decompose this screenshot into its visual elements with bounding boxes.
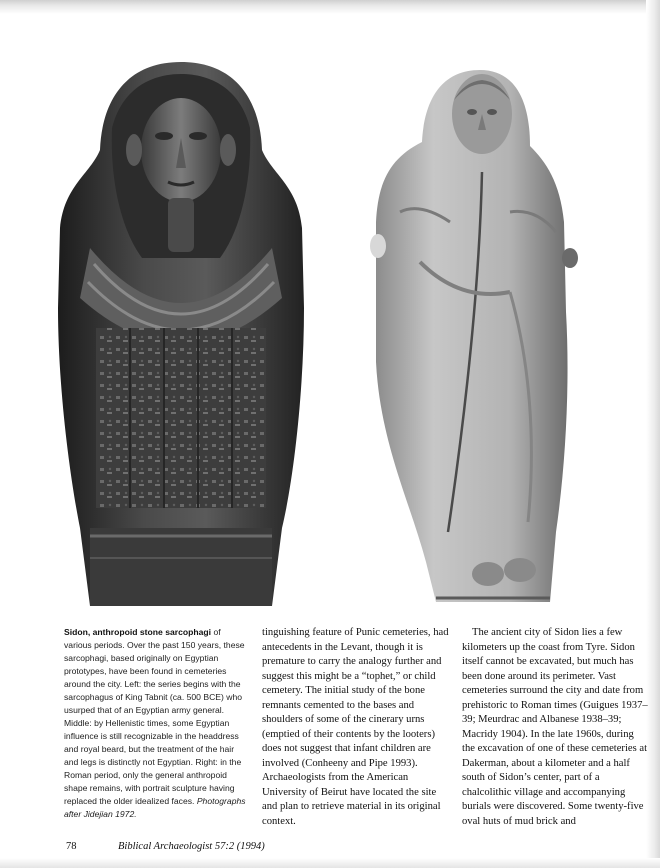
scan-edge-right [646, 0, 660, 868]
article-paragraph: tinguishing feature of Punic cemeteries, had antecedents in the Levant, though it is premature to carry the analogy further and suggest this might be a “tophet,” or child cemetery. The initial study of the bone remnants cemented to the bases and shoulders of some of the cinerary urns (emptied of their contents by the looters) does not suggest that infant children are involved (Conheeny and Pipe 1993). Archaeologists from the American University of Beirut have located the site and plan to retrieve material in its original context. [262, 627, 449, 827]
caption-paragraph [64, 626, 250, 821]
journal-citation: Biblical Archaeologist 57:2 (1994) [118, 841, 265, 852]
sarcophagus-photo-right [360, 62, 592, 610]
page-number: 78 [66, 841, 77, 852]
sarcophagus-photo-left [50, 58, 312, 606]
photo-caption [64, 626, 250, 821]
caption-lead: Sidon, anthropoid stone sarcophagi [64, 627, 212, 637]
caption-body: of various periods. Over the past 150 years, these sarcophagi, based originally on Egyptian prototypes, have been found in cemeteries around the city. Left: the series begins with the sarcophagus of King Tabnit (ca. 500 BCE) who usurped that of an Egyptian army general. Middle: by Hellenistic times, some Egyptian influence is still recognizable in the headdress and royal beard, but the treatment of the hair and legs is distinctly not Egyptian. Right: in the Roman period, only the general anthropoid shape remains, with portrait sculpture having replaced the older idealized faces. [64, 627, 245, 806]
article-column-right [462, 626, 648, 829]
caption-credit: Photographs after Jidejian 1972. [64, 796, 246, 819]
article-column-middle [262, 626, 452, 829]
scan-edge-bottom [0, 858, 660, 868]
scan-edge-top [0, 0, 660, 14]
article-paragraph: The ancient city of Sidon lies a few kilometers up the coast from Tyre. Sidon itself cannot be excavated, but much has been done around its perimeter. Vast cemeteries surround the city and date from prehistoric to Roman times (Guigues 1937–39; Meurdrac and Albanese 1938–39; Macridy 1904). In the late 1960s, during the excavation of one of these cemeteries at Dakerman, about a kilometer and a half south of Sidon’s center, part of a chalcolithic village and accompanying burials were discovered. Some twenty-five oval huts of mud brick and [462, 627, 648, 827]
